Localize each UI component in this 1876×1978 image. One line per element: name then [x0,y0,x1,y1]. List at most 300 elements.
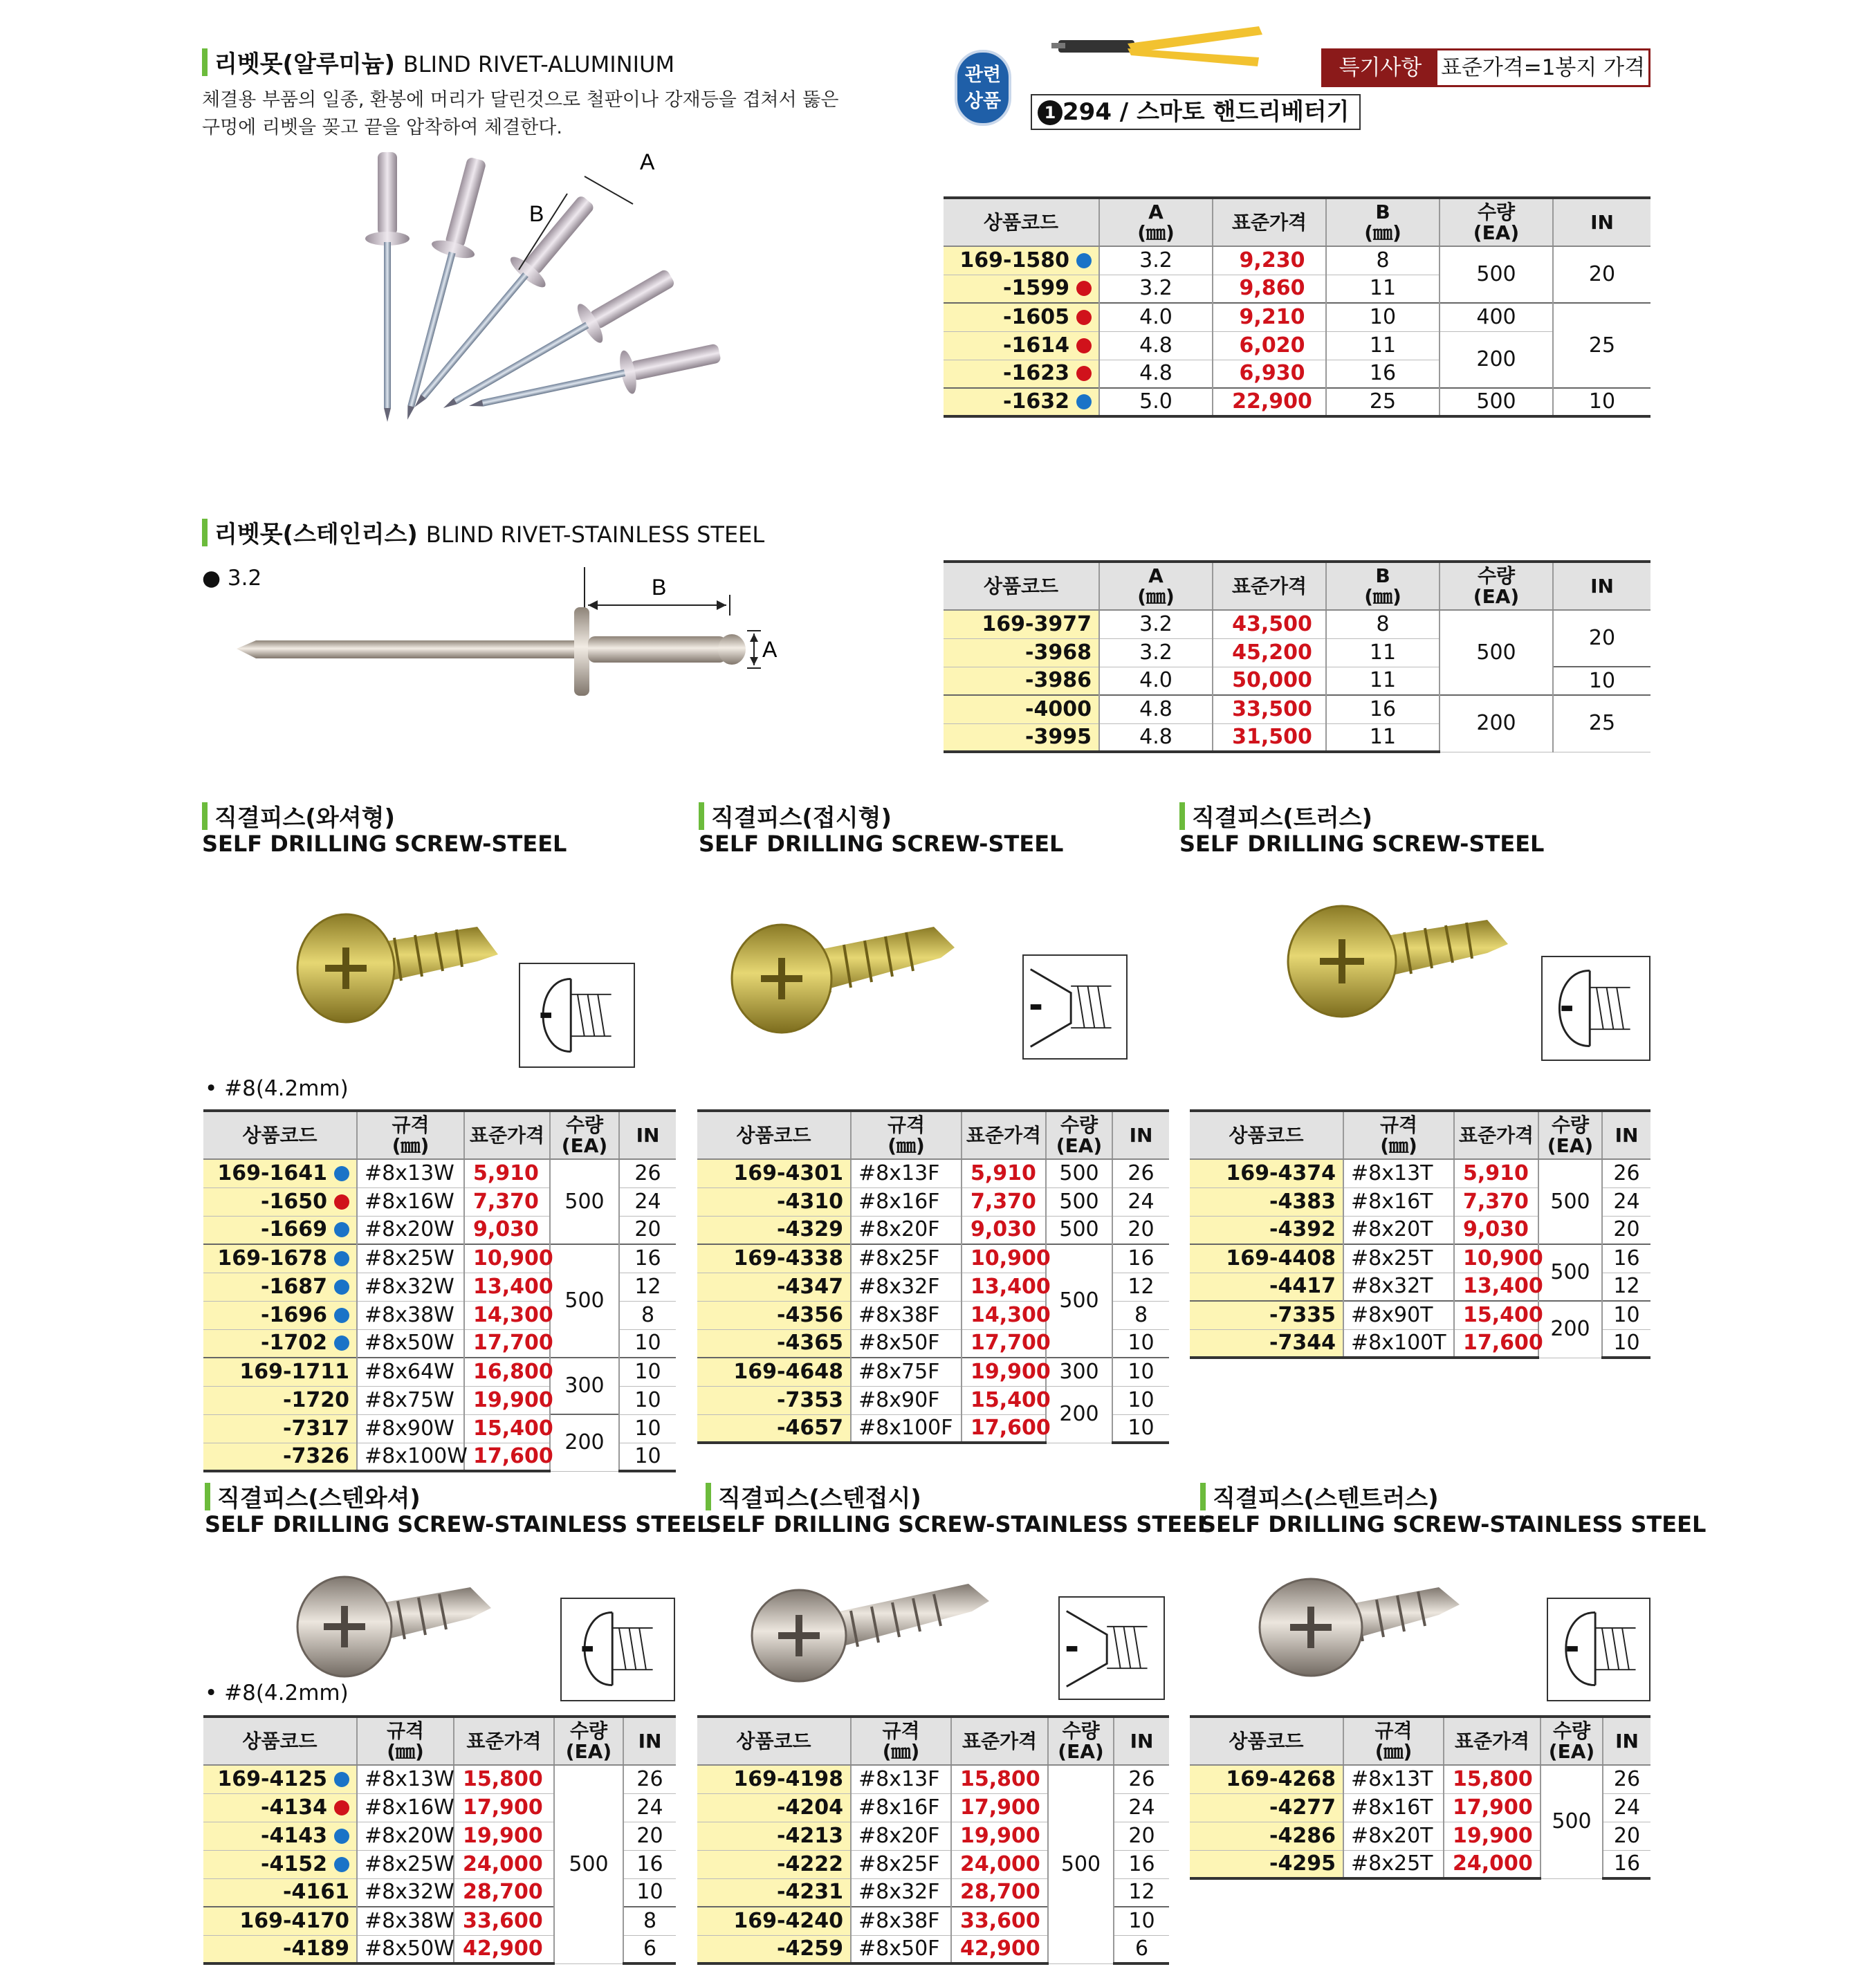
col-qty: 수량 (EA) [554,1717,623,1765]
spec-cell: #8x25W [357,1244,464,1273]
accent-bar [202,519,208,546]
spec-cell: #8x50W [357,1935,454,1963]
table-row [203,1765,676,1793]
col-in: IN [1112,1111,1169,1159]
spec-cell: #8x50F [851,1329,962,1358]
flat-screw-photo [726,899,975,1037]
price-cell: 24,000 [454,1850,554,1878]
in-cell: 12 [619,1273,676,1301]
col-price: 표준가격 [1454,1111,1538,1159]
stock-dot-icon [334,1829,349,1844]
in-cell: 10 [619,1414,676,1443]
table-header-row [1190,1717,1650,1765]
spec-cell: #8x32T [1343,1273,1454,1301]
related-badge-line-2: 상품 [964,91,1002,112]
sts-rivet-title [202,519,764,548]
spec-cell: #8x25T [1343,1244,1454,1273]
table-row [203,1414,676,1443]
qty-cell: 300 [550,1358,619,1414]
price-cell: 14,300 [464,1301,550,1329]
col-in: IN [619,1111,676,1159]
code-cell: -4392 [1190,1216,1343,1244]
code-text: 169-1641 [217,1161,327,1185]
code-cell: 169-4374 [1190,1159,1343,1187]
table-row [203,1358,676,1386]
b-cell: 11 [1326,723,1440,752]
spec-cell: #8x32F [851,1273,962,1301]
spec-cell: #8x20W [357,1822,454,1850]
col-spec: 규격 (㎜) [851,1111,962,1159]
col-in: IN [1114,1717,1169,1765]
col-qty: 수량 (EA) [1538,1111,1602,1159]
code-cell: -4417 [1190,1273,1343,1301]
a-cell: 4.0 [1099,303,1213,331]
code-cell [203,1822,357,1850]
truss-screw-photo [1280,892,1529,1030]
flat-table [697,1109,1169,1444]
price-cell: 9,210 [1213,303,1326,331]
spec-cell: #8x16F [851,1187,962,1216]
sts-washer-size: #8(4.2mm) [224,1681,349,1706]
table-row [1190,1765,1650,1793]
col-price: 표준가격 [962,1111,1046,1159]
code-cell [203,1765,357,1793]
price-cell: 6,930 [1213,360,1326,388]
washer-title [202,802,567,856]
a-cell: 4.8 [1099,695,1213,723]
sts-washer-head-diagram [560,1598,675,1701]
code-cell: -4259 [697,1935,851,1963]
code-cell: -4365 [697,1329,851,1358]
table-row [697,1386,1169,1414]
sts-washer-screw-photo [291,1570,498,1681]
stock-dot-icon [334,1308,349,1323]
spec-cell: #8x20F [851,1822,951,1850]
col-spec: 규격 (㎜) [851,1717,951,1765]
accent-bar [205,1483,210,1510]
in-cell: 8 [619,1301,676,1329]
flat-title-en: SELF DRILLING SCREW-STEEL [699,831,1064,858]
code-text: -1599 [1003,276,1069,301]
related-item-number: 1 [1038,100,1063,125]
truss-table [1190,1109,1650,1359]
stock-dot-icon [334,1194,349,1210]
stock-dot-icon [1076,338,1092,353]
in-cell: 25 [1553,303,1650,388]
a-cell: 4.8 [1099,331,1213,360]
code-cell: -4347 [697,1273,851,1301]
price-cell: 7,370 [1454,1187,1538,1216]
price-cell: 15,800 [951,1765,1048,1793]
in-cell: 10 [1112,1386,1169,1414]
spec-cell: #8x13F [851,1159,962,1187]
code-cell [203,1159,357,1187]
code-cell [203,1216,357,1244]
sts-truss-head-diagram [1547,1598,1650,1701]
in-cell: 12 [1112,1273,1169,1301]
accent-bar [1179,802,1185,830]
code-cell [203,1244,357,1273]
col-qty: 수량 (EA) [1046,1111,1112,1159]
sts-truss-title [1200,1483,1706,1537]
alu-title-en: BLIND RIVET-ALUMINIUM [403,51,675,77]
price-cell: 19,900 [464,1386,550,1414]
spec-cell: #8x90T [1343,1301,1454,1329]
table-row [697,1358,1169,1386]
code-cell [203,1850,357,1878]
spec-cell: #8x13W [357,1765,454,1793]
stock-dot-icon [1076,394,1092,409]
table-header-row [944,198,1650,246]
in-cell: 24 [1114,1793,1169,1822]
code-cell: 169-4198 [697,1765,851,1793]
stock-dot-icon [1076,253,1092,268]
price-cell: 45,200 [1213,638,1326,667]
col-code: 상품코드 [697,1111,851,1159]
alu-desc [202,86,838,142]
spec-cell: #8x100F [851,1414,962,1443]
code-cell: -7335 [1190,1301,1343,1329]
in-cell: 10 [1553,667,1650,695]
price-cell: 17,900 [454,1793,554,1822]
a-cell: 3.2 [1099,610,1213,638]
code-cell: 169-4301 [697,1159,851,1187]
stock-dot-icon [1076,281,1092,296]
spec-cell: #8x25F [851,1850,951,1878]
col-qty: 수량 (EA) [1048,1717,1114,1765]
in-cell: 26 [1603,1765,1650,1793]
special-text: 표준가격=1봉지 가격 [1440,55,1646,80]
col-price: 표준가격 [1444,1717,1541,1765]
stock-dot-icon [334,1772,349,1787]
code-cell: -4329 [697,1216,851,1244]
spec-cell: #8x100T [1343,1329,1454,1358]
sts-truss-title-kr: 직결피스(스텐트러스) [1213,1485,1439,1513]
in-cell: 10 [1112,1414,1169,1443]
code-cell: -4000 [944,695,1099,723]
code-cell: 169-4170 [203,1907,357,1935]
code-cell [944,331,1099,360]
qty-cell: 200 [1440,331,1553,388]
spec-cell: #8x16F [851,1793,951,1822]
a-cell: 4.8 [1099,360,1213,388]
code-cell: -4310 [697,1187,851,1216]
in-cell: 10 [1114,1907,1169,1935]
spec-cell: #8x16W [357,1793,454,1822]
table-header-row [1190,1111,1650,1159]
code-cell [203,1301,357,1329]
sts-flat-table [697,1715,1169,1965]
code-text: -4143 [261,1823,327,1848]
code-text: -4134 [261,1795,327,1820]
col-spec: 규격 (㎜) [1343,1111,1454,1159]
stock-dot-icon [334,1800,349,1815]
in-cell: 20 [619,1216,676,1244]
qty-cell: 500 [1046,1244,1112,1358]
stock-dot-icon [334,1222,349,1237]
table-row [944,246,1650,275]
table-row [697,1216,1169,1244]
accent-bar [699,802,704,830]
code-cell: 169-4268 [1190,1765,1343,1793]
price-cell: 17,600 [1454,1329,1538,1358]
qty-cell: 200 [1538,1301,1602,1358]
spec-cell: #8x32W [357,1878,454,1907]
price-cell: 17,600 [962,1414,1046,1443]
a-cell: 3.2 [1099,275,1213,303]
code-cell [944,275,1099,303]
code-cell [203,1273,357,1301]
code-cell: -4356 [697,1301,851,1329]
col-qty: 수량 (EA) [1440,198,1553,246]
stock-dot-icon [1076,310,1092,325]
sts-washer-title-kr: 직결피스(스텐와셔) [217,1485,421,1513]
col-b: B (㎜) [1326,198,1440,246]
accent-bar [1200,1483,1206,1510]
sts-flat-title-en: SELF DRILLING SCREW-STAINLESS STEEL [706,1511,1212,1538]
in-cell: 10 [619,1329,676,1358]
code-text: 169-1580 [959,248,1069,272]
price-cell: 19,900 [951,1822,1048,1850]
table-header-row [203,1717,676,1765]
qty-cell: 500 [1046,1187,1112,1216]
in-cell: 10 [619,1358,676,1386]
in-cell: 26 [1114,1765,1169,1793]
spec-cell: #8x13F [851,1765,951,1793]
code-cell: 169-4240 [697,1907,851,1935]
in-cell: 26 [1112,1159,1169,1187]
col-price: 표준가격 [1213,562,1326,610]
in-cell: 24 [1602,1187,1650,1216]
col-code: 상품코드 [1190,1717,1343,1765]
alu-rivet-photo [360,145,830,456]
code-cell: -4213 [697,1822,851,1850]
price-cell: 5,910 [1454,1159,1538,1187]
truss-title-kr: 직결피스(트러스) [1192,804,1372,832]
special-label: 특기사항 [1323,50,1437,85]
price-cell: 15,400 [962,1386,1046,1414]
in-cell: 20 [1553,610,1650,667]
price-cell: 42,900 [951,1935,1048,1963]
alu-dim-b: B [529,201,544,226]
code-cell: 169-1711 [203,1358,357,1386]
col-spec: 규격 (㎜) [1343,1717,1444,1765]
related-item[interactable] [1031,94,1361,130]
price-cell: 17,700 [464,1329,550,1358]
code-cell: -4657 [697,1414,851,1443]
accent-bar [202,802,208,830]
sts-rivet-size-note: ● 3.2 [202,566,262,591]
price-cell: 13,400 [464,1273,550,1301]
qty-cell: 500 [1440,388,1553,416]
table-row [944,610,1650,638]
in-cell: 6 [623,1935,676,1963]
sts-washer-title-en: SELF DRILLING SCREW-STAINLESS STEEL [205,1511,711,1538]
spec-cell: #8x20T [1343,1216,1454,1244]
code-cell: -7344 [1190,1329,1343,1358]
washer-size-note: • #8(4.2mm) [205,1076,349,1101]
code-cell: -1720 [203,1386,357,1414]
table-row [1190,1159,1650,1187]
b-cell: 25 [1326,388,1440,416]
code-text: 169-4125 [217,1766,327,1791]
sts-dim-a: A [762,637,778,662]
price-cell: 5,910 [962,1159,1046,1187]
alu-desc-line-2: 구멍에 리벳을 꽂고 끝을 압착하여 체결한다. [202,117,562,138]
col-in: IN [1553,198,1650,246]
qty-cell: 500 [1048,1765,1114,1963]
price-cell: 33,600 [951,1907,1048,1935]
price-cell: 9,030 [962,1216,1046,1244]
washer-table [203,1109,676,1472]
flat-title-kr: 직결피스(접시형) [711,804,892,832]
spec-cell: #8x13T [1343,1765,1444,1793]
code-cell: 169-3977 [944,610,1099,638]
table-header-row [203,1111,676,1159]
qty-cell: 200 [550,1414,619,1471]
table-header-row [944,562,1650,610]
qty-cell: 500 [1541,1765,1603,1878]
price-cell: 42,900 [454,1935,554,1963]
code-cell: -3968 [944,638,1099,667]
price-cell: 17,900 [1444,1793,1541,1822]
spec-cell: #8x100W [357,1443,464,1471]
table-row [697,1187,1169,1216]
code-cell: -4277 [1190,1793,1343,1822]
washer-title-en: SELF DRILLING SCREW-STEEL [202,831,567,858]
code-cell: -4222 [697,1850,851,1878]
sts-rivet-drawing [228,567,796,699]
code-text: -1669 [261,1217,327,1242]
sts-truss-table [1190,1715,1650,1880]
b-cell: 11 [1326,667,1440,695]
price-cell: 33,500 [1213,695,1326,723]
col-code: 상품코드 [1190,1111,1343,1159]
b-cell: 16 [1326,695,1440,723]
in-cell: 10 [1553,388,1650,416]
related-badge [955,50,1011,126]
truss-title [1179,802,1544,856]
qty-cell: 200 [1440,695,1553,752]
code-text: 169-1678 [217,1246,327,1270]
col-qty: 수량 (EA) [1541,1717,1603,1765]
sts-rivet-table [944,560,1650,753]
accent-bar [706,1483,711,1510]
sts-truss-screw-photo [1252,1566,1466,1684]
col-spec: 규격 (㎜) [357,1717,454,1765]
price-cell: 19,900 [962,1358,1046,1386]
hand-riveter-photo [1051,19,1273,75]
table-row [203,1159,676,1187]
col-code: 상품코드 [697,1717,851,1765]
spec-cell: #8x20T [1343,1822,1444,1850]
price-cell: 24,000 [951,1850,1048,1878]
stock-dot-icon [334,1857,349,1872]
in-cell: 26 [619,1159,676,1187]
sts-dim-b: B [652,575,667,600]
price-cell: 9,030 [464,1216,550,1244]
qty-cell: 500 [554,1765,623,1963]
spec-cell: #8x50F [851,1935,951,1963]
price-cell: 19,900 [1444,1822,1541,1850]
spec-cell: #8x90F [851,1386,962,1414]
spec-cell: #8x20F [851,1216,962,1244]
alu-title [202,48,674,78]
in-cell: 24 [623,1793,676,1822]
price-cell: 15,800 [454,1765,554,1793]
table-header-row [697,1111,1169,1159]
table-header-row [697,1717,1169,1765]
in-cell: 10 [1112,1358,1169,1386]
price-cell: 24,000 [1444,1850,1541,1878]
code-cell [203,1329,357,1358]
sts-rivet-size: 3.2 [227,566,262,591]
spec-cell: #8x25W [357,1850,454,1878]
code-cell: -4286 [1190,1822,1343,1850]
code-cell: -4231 [697,1878,851,1907]
a-cell: 4.0 [1099,667,1213,695]
b-cell: 11 [1326,331,1440,360]
sts-truss-title-en: SELF DRILLING SCREW-STAINLESS STEEL [1200,1511,1707,1538]
b-cell: 16 [1326,360,1440,388]
col-in: IN [1602,1111,1650,1159]
col-spec: 규격 (㎜) [357,1111,464,1159]
table-row [1190,1301,1650,1329]
code-text: -1650 [261,1189,327,1214]
col-qty: 수량 (EA) [550,1111,619,1159]
spec-cell: #8x32W [357,1273,464,1301]
spec-cell: #8x38F [851,1301,962,1329]
price-cell: 17,900 [951,1793,1048,1822]
qty-cell: 500 [550,1244,619,1358]
in-cell: 20 [1114,1822,1169,1850]
b-cell: 8 [1326,246,1440,275]
col-in: IN [623,1717,676,1765]
in-cell: 16 [1603,1850,1650,1878]
price-cell: 22,900 [1213,388,1326,416]
price-cell: 13,400 [1454,1273,1538,1301]
sts-flat-head-diagram [1058,1596,1165,1700]
spec-cell: #8x75W [357,1386,464,1414]
price-cell: 28,700 [454,1878,554,1907]
col-in: IN [1553,562,1650,610]
spec-cell: #8x13T [1343,1159,1454,1187]
qty-cell: 500 [1440,246,1553,303]
in-cell: 20 [1553,246,1650,303]
spec-cell: #8x64W [357,1358,464,1386]
spec-cell: #8x16T [1343,1793,1444,1822]
in-cell: 6 [1114,1935,1169,1963]
code-cell [944,360,1099,388]
in-cell: 10 [619,1443,676,1471]
price-cell: 14,300 [962,1301,1046,1329]
table-row [697,1244,1169,1273]
price-cell: 15,800 [1444,1765,1541,1793]
in-cell: 10 [619,1386,676,1414]
spec-cell: #8x16W [357,1187,464,1216]
price-cell: 50,000 [1213,667,1326,695]
price-cell: 15,400 [1454,1301,1538,1329]
sts-flat-screw-photo [747,1566,996,1684]
in-cell: 10 [1602,1301,1650,1329]
code-cell: -4295 [1190,1850,1343,1878]
qty-cell: 500 [550,1159,619,1244]
price-cell: 33,600 [454,1907,554,1935]
in-cell: 16 [623,1850,676,1878]
related-badge-line-1: 관련 [964,64,1002,86]
price-cell: 13,400 [962,1273,1046,1301]
a-cell: 4.8 [1099,723,1213,752]
